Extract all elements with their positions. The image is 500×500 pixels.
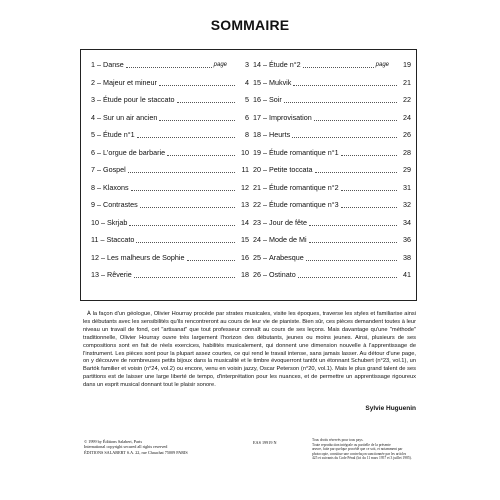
toc-entry-number: 10 – [91, 217, 107, 227]
toc-entry[interactable] [91, 199, 249, 217]
toc-dot-leader [314, 120, 397, 121]
toc-entry-line [91, 61, 249, 69]
toc-entry[interactable] [91, 112, 249, 130]
toc-entry-number: 6 – [91, 147, 103, 157]
toc-entry-line [253, 61, 411, 69]
toc-entry[interactable] [91, 129, 249, 147]
copyright-line: ÉDITIONS SALABERT S.A. 22, rue Chauchat 75009 PARIS [84, 449, 188, 455]
toc-entry[interactable] [253, 112, 411, 130]
toc-entry-number: 7 – [91, 165, 103, 174]
toc-entry-title: Étude romantique n°1 [269, 147, 339, 157]
toc-entry[interactable] [91, 234, 249, 252]
toc-entry[interactable] [91, 252, 249, 270]
toc-dot-leader [167, 155, 235, 156]
toc-entry-line [253, 236, 411, 244]
toc-left-column [91, 59, 249, 287]
toc-entry-page: 28 [403, 147, 411, 157]
toc-dot-leader [341, 207, 397, 208]
toc-entry[interactable] [253, 234, 411, 252]
toc-dot-leader [341, 155, 397, 156]
toc-entry[interactable] [91, 269, 249, 287]
intro-paragraph: À la façon d'un géologue, Olivier Hourray procède par strates musicales, visite les époques, traverse les styles et familiarise ainsi les débutants avec les sensibilités qu'ils rencontreront au cours de leur vie de pianiste. Bien sûr, ces pièces demandent toutes à leur niveau un travail de fond, cet "artisanat" que tout professeur connaît au cours de ses leçons. Mais davantage qu'une "méthode" traditionnelle, Olivier Hourray ouvre très largement l'horizon des débutants, jeunes ou moins jeunes. Ainsi, plusieurs de ses compositions sont en fait de réels exercices, habilités musicalement, qui donnent une dimension nouvelle à l'apprentissage de l'instrument. Les pièces sont pour la plupart assez courtes, ce qui rend le travail intense, sans jamais lasser. Au détour d'une page, on y découvre de nombreuses petits bijoux dans la musicalité et le timbre évoquerront tantôt un étonnant Schubert (n°23, vol.1), un Bartók familier et voisin (n°24, vol.2) ou encore, venu en voisin jazzy, Oscar Peterson (n°20, vol.1). Mais le plus grand talent de ses partitions est de laisser une large liberté de tempo, d'interprétation pour les nuances, et de permettre un apprentissage rigoureux dans un esprit musical donnant tout le plaisir sonore. [83, 311, 416, 389]
toc-entry-line [253, 166, 411, 174]
toc-entry-page: 32 [403, 200, 411, 209]
toc-entry-number: 21 – [253, 182, 269, 192]
toc-entry-page: 8 [245, 130, 249, 139]
toc-dot-leader [131, 190, 235, 191]
toc-entry-line [253, 96, 411, 104]
toc-entry-title: Les malheurs de Sophie [107, 252, 185, 262]
toc-dot-leader [315, 172, 397, 173]
toc-entry-number: 18 – [253, 130, 269, 139]
copyright-notice [84, 439, 234, 455]
toc-entry-title: Mode de Mi [269, 235, 307, 244]
toc-entry-title: Skrjab [107, 217, 128, 227]
toc-entry-number: 24 – [253, 235, 269, 244]
toc-entry-page: 10 [241, 147, 249, 157]
toc-dot-leader [341, 190, 397, 191]
toc-entry[interactable] [91, 164, 249, 182]
toc-entry-line [253, 219, 411, 227]
toc-entry[interactable] [253, 252, 411, 270]
toc-entry-page: 36 [403, 235, 411, 244]
toc-entry[interactable] [253, 94, 411, 112]
toc-entry-title: Jour de fête [269, 217, 307, 227]
toc-entry-number: 25 – [253, 252, 269, 262]
toc-entry-title: Étude n°2 [269, 60, 301, 69]
author-signature: Sylvie Huguenin [365, 405, 416, 412]
toc-dot-leader [298, 277, 397, 278]
toc-entry-page: 31 [403, 182, 411, 192]
toc-entry-title: Contrastes [103, 200, 138, 209]
toc-entry-page: 21 [403, 77, 411, 87]
toc-entry-page: 11 [241, 165, 249, 174]
toc-entry-line [91, 271, 249, 279]
toc-dot-leader [129, 225, 235, 226]
toc-dot-leader [128, 172, 235, 173]
toc-entry-line [91, 149, 249, 157]
toc-dot-leader [137, 137, 235, 138]
toc-entry-title: Rêverie [107, 270, 132, 279]
toc-entry[interactable] [91, 182, 249, 200]
toc-right-column [253, 59, 411, 287]
toc-entry-page: 41 [403, 270, 411, 279]
toc-dot-leader [309, 242, 397, 243]
toc-entry-title: Klaxons [103, 182, 129, 192]
toc-entry-line [253, 131, 411, 139]
toc-entry-title: Staccato [106, 235, 135, 244]
toc-entry[interactable] [253, 129, 411, 147]
toc-entry-line [91, 184, 249, 192]
toc-entry[interactable] [91, 94, 249, 112]
toc-entry-number: 8 – [91, 182, 103, 192]
rights-line: 425 et suivants du Code Pénal (loi du 11 mars 1957 et 3 juillet 1985). [312, 456, 412, 461]
toc-entry-number: 12 – [91, 252, 107, 262]
toc-entry-line [91, 79, 249, 87]
catalog-number: EAS 19919 N [253, 440, 277, 445]
toc-page-label: page [213, 62, 227, 68]
toc-entry[interactable] [253, 199, 411, 217]
toc-entry-line [91, 96, 249, 104]
toc-entry[interactable] [253, 164, 411, 182]
toc-entry-page: 22 [403, 95, 411, 104]
toc-entry-number: 4 – [91, 112, 103, 122]
toc-entry-line [253, 254, 411, 262]
toc-entry-line [91, 254, 249, 262]
page-title: SOMMAIRE [210, 17, 290, 33]
toc-entry-title: Étude romantique n°3 [269, 200, 339, 209]
toc-entry-page: 14 [241, 217, 249, 227]
toc-entry[interactable] [253, 77, 411, 95]
toc-entry-line [91, 114, 249, 122]
toc-entry-number: 13 – [91, 270, 107, 279]
toc-entry-title: Sur un air ancien [103, 112, 158, 122]
toc-dot-leader [177, 102, 235, 103]
toc-entry-title: Improvisation [269, 112, 312, 122]
toc-entry-title: Arabesque [269, 252, 304, 262]
toc-entry-number: 14 – [253, 60, 269, 69]
toc-entry-line [253, 184, 411, 192]
toc-entry-number: 22 – [253, 200, 269, 209]
toc-entry-page: 18 [241, 270, 249, 279]
toc-entry[interactable] [253, 147, 411, 165]
toc-dot-leader [159, 120, 235, 121]
toc-entry-line [253, 149, 411, 157]
toc-entry-page: 34 [403, 217, 411, 227]
toc-entry[interactable] [253, 217, 411, 235]
toc-entry-number: 3 – [91, 95, 103, 104]
toc-entry[interactable] [91, 217, 249, 235]
toc-entry[interactable] [253, 182, 411, 200]
toc-entry-number: 2 – [91, 77, 103, 87]
toc-entry[interactable] [253, 269, 411, 287]
toc-dot-leader [303, 67, 374, 68]
toc-dot-leader [309, 225, 397, 226]
table-of-contents [80, 49, 417, 301]
toc-entry-line [91, 236, 249, 244]
toc-entry-line [253, 271, 411, 279]
toc-entry-page: 3 [245, 60, 249, 69]
toc-entry[interactable] [91, 147, 249, 165]
toc-entry-title: Étude romantique n°2 [269, 182, 339, 192]
toc-entry-title: Mukvik [269, 77, 292, 87]
toc-entry-page: 15 [241, 235, 249, 244]
toc-entry-number: 23 – [253, 217, 269, 227]
toc-dot-leader [292, 137, 397, 138]
toc-entry-title: Soir [269, 95, 282, 104]
toc-entry-page: 38 [403, 252, 411, 262]
copyright-line: International copyright secured all rights reserved [84, 444, 168, 450]
toc-entry-title: Heurts [269, 130, 291, 139]
toc-entry-line [253, 201, 411, 209]
copyright-line: © 1999 by Éditions Salabert, Paris [84, 439, 143, 444]
toc-dot-leader [293, 85, 397, 86]
toc-entry-page: 6 [245, 112, 249, 122]
toc-entry-page: 13 [241, 200, 249, 209]
toc-entry-line [253, 79, 411, 87]
toc-entry-page: 26 [403, 130, 411, 139]
toc-dot-leader [136, 242, 235, 243]
toc-entry-number: 15 – [253, 77, 269, 87]
rights-line: photocopie, constitue une contrefaçon sanctionnée par les articles [312, 451, 407, 456]
toc-dot-leader [306, 260, 397, 261]
toc-entry[interactable] [253, 59, 411, 77]
toc-entry-number: 20 – [253, 165, 269, 174]
toc-page-label: page [375, 62, 389, 68]
toc-entry-title: Étude n°1 [103, 130, 135, 139]
toc-entry-title: Petite toccata [269, 165, 313, 174]
toc-entry-title: Majeur et mineur [103, 77, 157, 87]
toc-entry-number: 19 – [253, 147, 269, 157]
toc-entry-page: 4 [245, 77, 249, 87]
toc-entry-page: 12 [241, 182, 249, 192]
toc-entry-number: 16 – [253, 95, 269, 104]
toc-entry-page: 16 [241, 252, 249, 262]
toc-dot-leader [284, 102, 397, 103]
toc-dot-leader [134, 277, 235, 278]
toc-entry-number: 11 – [91, 235, 107, 244]
toc-entry-number: 26 – [253, 270, 269, 279]
toc-entry-page: 5 [245, 95, 249, 104]
toc-entry-line [91, 219, 249, 227]
toc-entry-title: L'orgue de barbarie [103, 147, 166, 157]
toc-dot-leader [159, 85, 235, 86]
toc-entry-number: 5 – [91, 130, 103, 139]
toc-entry-number: 1 – [91, 60, 103, 69]
toc-entry-page: 24 [403, 112, 411, 122]
toc-dot-leader [187, 260, 235, 261]
toc-entry-title: Danse [103, 60, 124, 69]
toc-entry-line [91, 131, 249, 139]
toc-dot-leader [140, 207, 235, 208]
toc-entry-line [91, 201, 249, 209]
toc-entry-number: 9 – [91, 200, 103, 209]
toc-entry-page: 19 [403, 60, 411, 69]
toc-entry-page: 29 [403, 165, 411, 174]
rights-notice [312, 438, 420, 461]
toc-entry[interactable] [91, 77, 249, 95]
toc-entry-title: Étude pour le staccato [103, 95, 175, 104]
toc-dot-leader [126, 67, 212, 68]
toc-entry[interactable] [91, 59, 249, 77]
rights-line: Tous droits réservés pour tous pays. [312, 438, 364, 442]
rights-line: Toute reproduction intégrale ou partielle de la présente [312, 442, 391, 447]
toc-entry-title: Gospel [103, 165, 126, 174]
toc-entry-line [91, 166, 249, 174]
toc-entry-title: Ostinato [269, 270, 296, 279]
rights-line: œuvre, faite par quelque procédé que ce soit, et notamment par [312, 447, 403, 452]
toc-entry-number: 17 – [253, 112, 269, 122]
toc-entry-line [253, 114, 411, 122]
